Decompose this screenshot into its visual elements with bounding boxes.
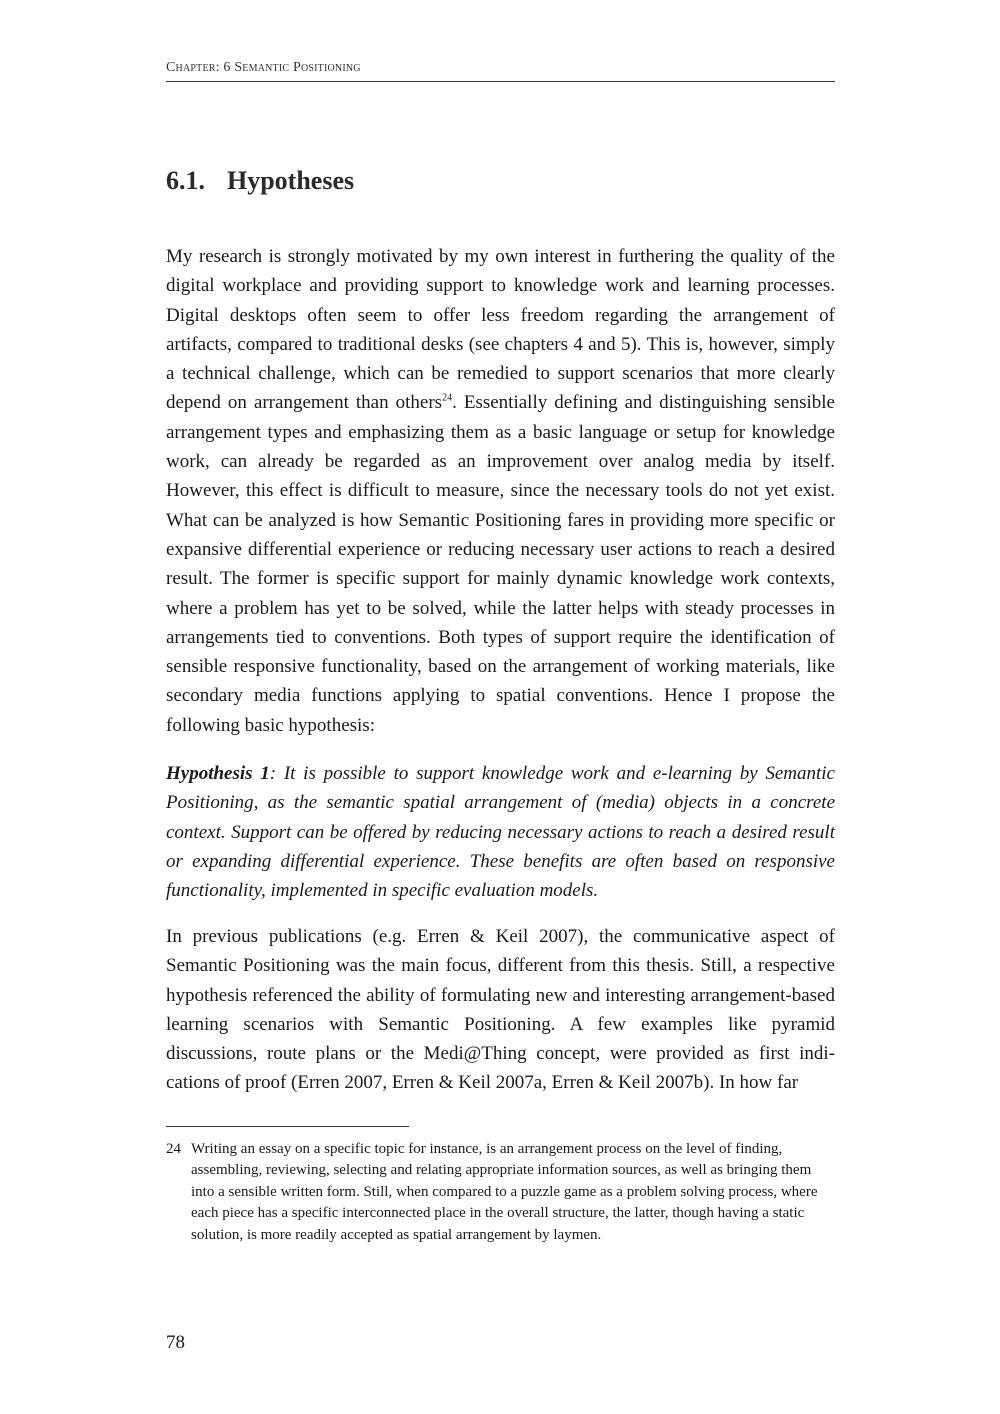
- footnote-rule: [166, 1126, 409, 1127]
- running-head: Chapter: 6 Semantic Positioning: [166, 60, 361, 75]
- paragraph-1: [166, 242, 835, 740]
- hypothesis-block: [166, 759, 835, 905]
- paragraph-1-text-a: My research is strongly motivated by my own interest in furthering the quality of the digital workplace and providing support to knowledge work and learning processes. Digital desktops often seem to offer less freedom regarding the arrangement of artifacts, compared to traditional desks (see chapters 4 and 5). This is, however, simply a technical challenge, which can be remedied to support scenarios that more clearly depend on arrangement than others: [166, 246, 835, 414]
- section-heading: [166, 166, 354, 196]
- section-title: Hypotheses: [227, 166, 355, 195]
- footnote-text: Writing an essay on a specific topic for instance, is an arrangement process on the level of finding, assembling, reviewing, selecting and relating appropriate information sources, as well as bringing them into a sensible written form. Still, when compared to a puzzle game as a problem solving process, where each piece has a specific interconnected place in the overall structure, the latter, though having a static solution, is more readily accepted as spatial arrangement by laymen.: [191, 1141, 818, 1243]
- footnote-reference: 24: [442, 393, 453, 405]
- header-rule: [166, 81, 835, 82]
- footnote-number: 24: [166, 1141, 181, 1157]
- hypothesis-label: Hypothesis 1: [166, 763, 270, 784]
- section-number: 6.1.: [166, 166, 205, 195]
- hypothesis-text: : It is possible to support knowledge work and e-learning by Semantic Positioning, as the semantic spatial arrangement of (media) objects in a concrete context. Support can be offered by reducing necessary actions to reach a desired result or expanding differential experience. These benefits are often based on responsive functionality, implemented in specific evaluation models.: [166, 763, 835, 902]
- paragraph-1-text-b: . Essentially defining and distinguishing sensible arrangement types and emphasizing them as a basic language or setup for knowledge work, can already be regarded as an improvement over analog media by itself. However, this effect is difficult to measure, since the necessary tools do not yet exist. What can be analyzed is how Semantic Positioning fares in providing more specific or expansive differential experience or reducing necessary user actions to reach a desired result. The former is specific support for mainly dynamic knowledge work contexts, where a problem has yet to be solved, while the latter helps with steady processes in arrangements tied to conventions. Both types of support require the identification of sensible responsive functionality, based on the arrangement of working materials, like secondary media functions applying to spatial conventions. Hence I propose the following basic hypothesis:: [166, 392, 835, 736]
- page-number: 78: [166, 1332, 185, 1353]
- footnote: [166, 1139, 835, 1246]
- paragraph-2: In previous publications (e.g. Erren & Keil 2007), the communicative aspect of Semantic Positioning was the main focus, different from this thesis. Still, a respective hypothesis referenced the ability of formulating new and interesting arrangement-based learning scenarios with Semantic Positioning. A few examples like pyramid discussions, route plans or the Medi@Thing concept, were provided as first indi-cations of proof (Erren 2007, Erren & Keil 2007a, Erren & Keil 2007b). In how far: [166, 926, 835, 1094]
